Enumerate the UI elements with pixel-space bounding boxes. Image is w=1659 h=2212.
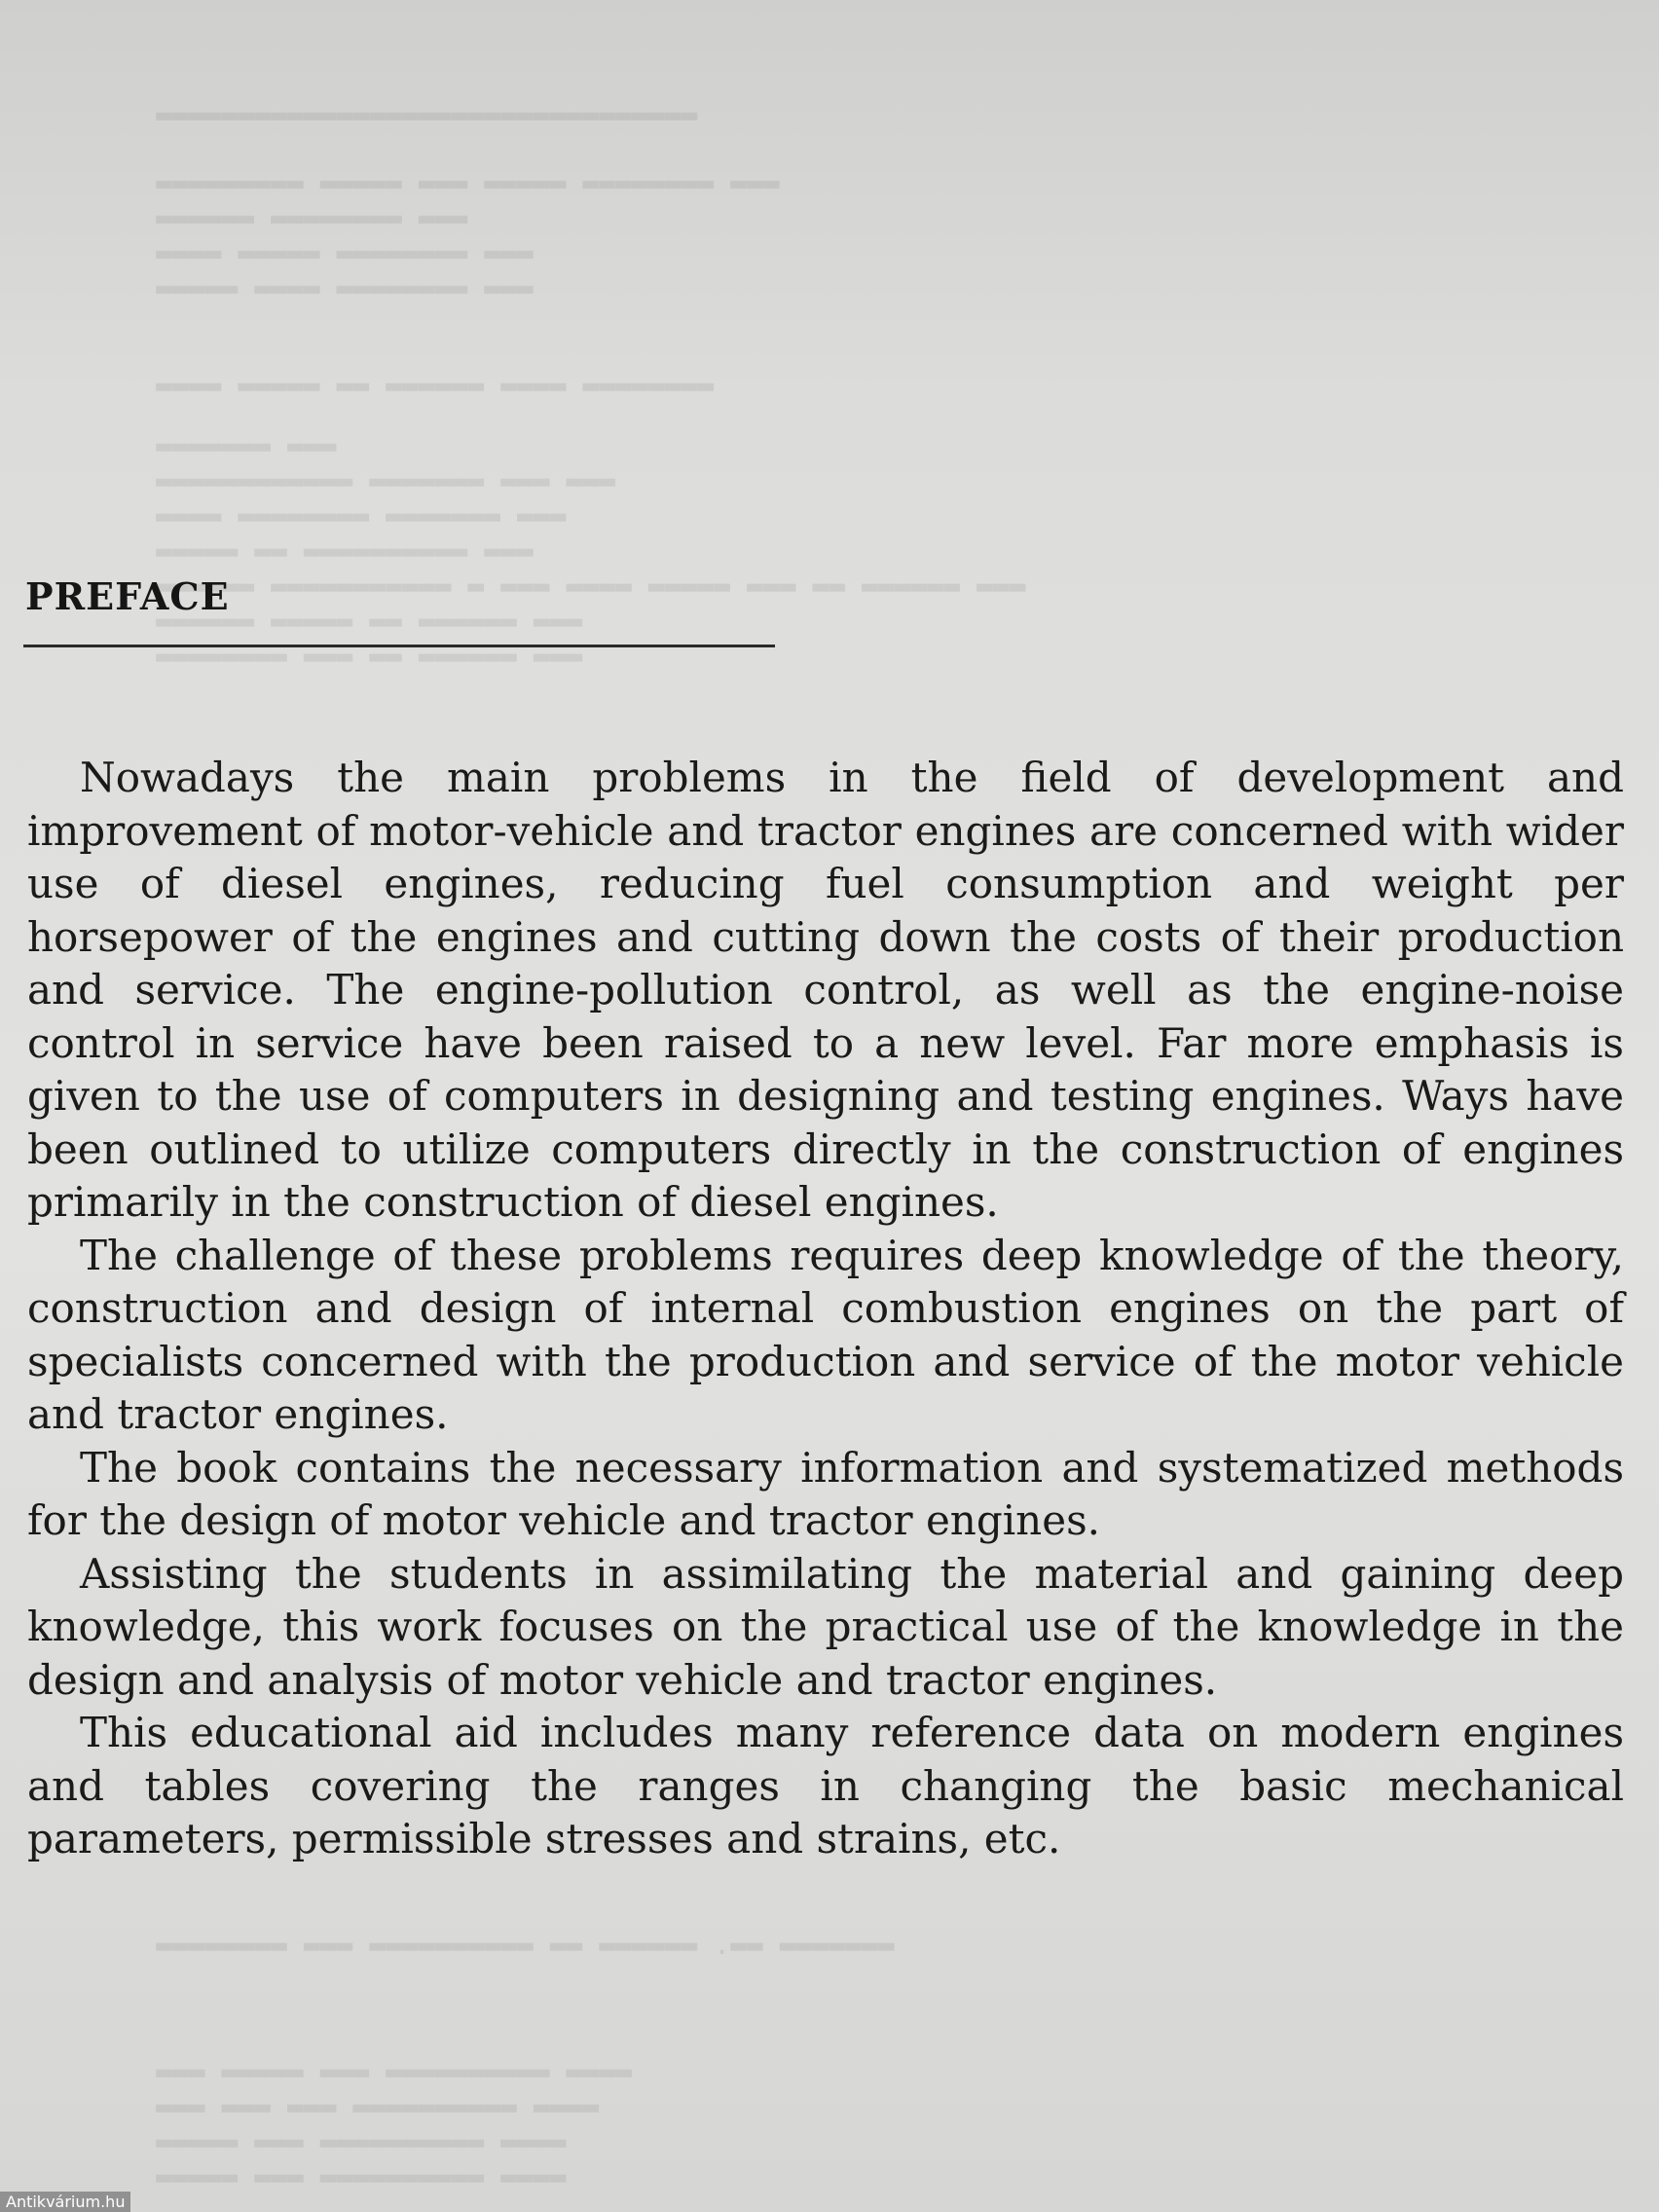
paragraph: Nowadays the main problems in the field of development and improvement of motor-vehicle and tractor engines are concerned with wider use of diesel engines, reducing fuel consumption and weight per horsepower of the engines and cutting down the costs of their production and service. The engine-pollution control, as well as the engine-noise control in service have been raised to a new level. Far more emphasis is given to the use of computers in designing and testing engines. Ways have been outlined to utilize computers directly in the construction of engines primarily in the construction of diesel engines. [27, 754, 1624, 1226]
heading-underline [23, 645, 775, 647]
paragraph: The book contains the necessary information and systematized methods for the design of motor vehicle and tractor engines. [27, 1443, 1624, 1544]
paragraph: This educational aid includes many reference data on modern engines and tables covering the ranges in changing the basic mechanical parameters, permissible stresses and strains, etc. [27, 1709, 1624, 1862]
bleed-through-texture: ▬▬▬▬▬▬▬▬▬▬▬▬▬▬▬▬▬▬▬▬▬▬▬▬▬▬▬▬▬▬▬▬▬ ▬▬▬ ▬▬▬▬▬▬▬▬ ▬▬▬▬▬ ▬▬▬ ▬▬▬▬▬ ▬▬▬▬▬▬▬▬▬ ▬▬▬ ▬▬▬▬▬▬▬▬ ▬▬▬▬▬▬ ▬▬▬ ▬▬▬▬▬▬▬▬ ▬▬▬▬▬ ▬▬▬▬ ▬▬▬ ▬▬▬▬▬▬▬▬ ▬▬▬▬ ▬▬▬▬▬ ▬▬▬▬▬▬▬▬ ▬▬▬▬ ▬▬▬▬▬▬ ▬▬ ▬▬▬▬▬ ▬▬▬▬ ▬▬▬ ▬▬▬▬▬▬▬ ▬▬▬ ▬▬▬ ▬▬▬▬▬▬▬ ▬▬▬▬▬▬▬▬▬▬▬▬ ▬▬▬ ▬▬▬▬▬▬▬ ▬▬▬▬▬▬▬▬ ▬▬▬▬ ▬▬▬ ▬▬▬▬▬▬▬▬▬▬ ▬▬ ▬▬▬▬▬ ▬▬▬ ▬▬▬▬▬▬ ▬▬ ▬▬▬ ▬▬▬▬▬ ▬▬▬▬ ▬▬▬ ▬ ▬▬▬▬▬▬▬▬▬▬▬ ▬▬▬▬▬▬ ▬▬▬ ▬▬▬▬▬▬ ▬▬ ▬▬▬▬▬ ▬▬▬▬▬▬ ▬▬▬ ▬▬▬▬▬▬ ▬▬ ▬▬▬ ▬▬▬▬▬▬▬▬ ▬▬▬▬▬▬▬ ▬▬. ▬▬▬▬▬▬ ▬▬ ▬▬▬▬▬▬▬▬▬▬ ▬▬▬ ▬▬▬▬▬▬▬▬ ▬▬▬▬ ▬▬▬▬▬▬▬▬▬▬ ▬▬▬ ▬▬▬▬▬ ▬▬▬ ▬▬▬▬ ▬▬▬▬▬▬▬▬▬▬ ▬▬▬ ▬▬▬ ▬▬▬ ▬▬▬▬ ▬▬▬▬▬▬▬▬▬▬ ▬▬▬ ▬▬▬▬▬ ▬▬▬▬ ▬▬▬▬▬▬▬▬▬▬ ▬▬▬ ▬▬▬▬▬ [156, 98, 1026, 2193]
section-heading: PREFACE [25, 574, 230, 618]
paragraph: The challenge of these problems requires deep knowledge of the theory, construction and design of internal combustion engines on the part of specialists concerned with the production and service of the motor vehicle and tractor engines. [27, 1231, 1624, 1438]
paragraph: Assisting the students in assimilating the material and gaining deep knowledge, this work focuses on the practical use of the knowledge in the design and analysis of motor vehicle and tractor engines. [27, 1549, 1624, 1704]
watermark: Antikvárium.hu [0, 2192, 130, 2212]
preface-body [27, 752, 1624, 1866]
